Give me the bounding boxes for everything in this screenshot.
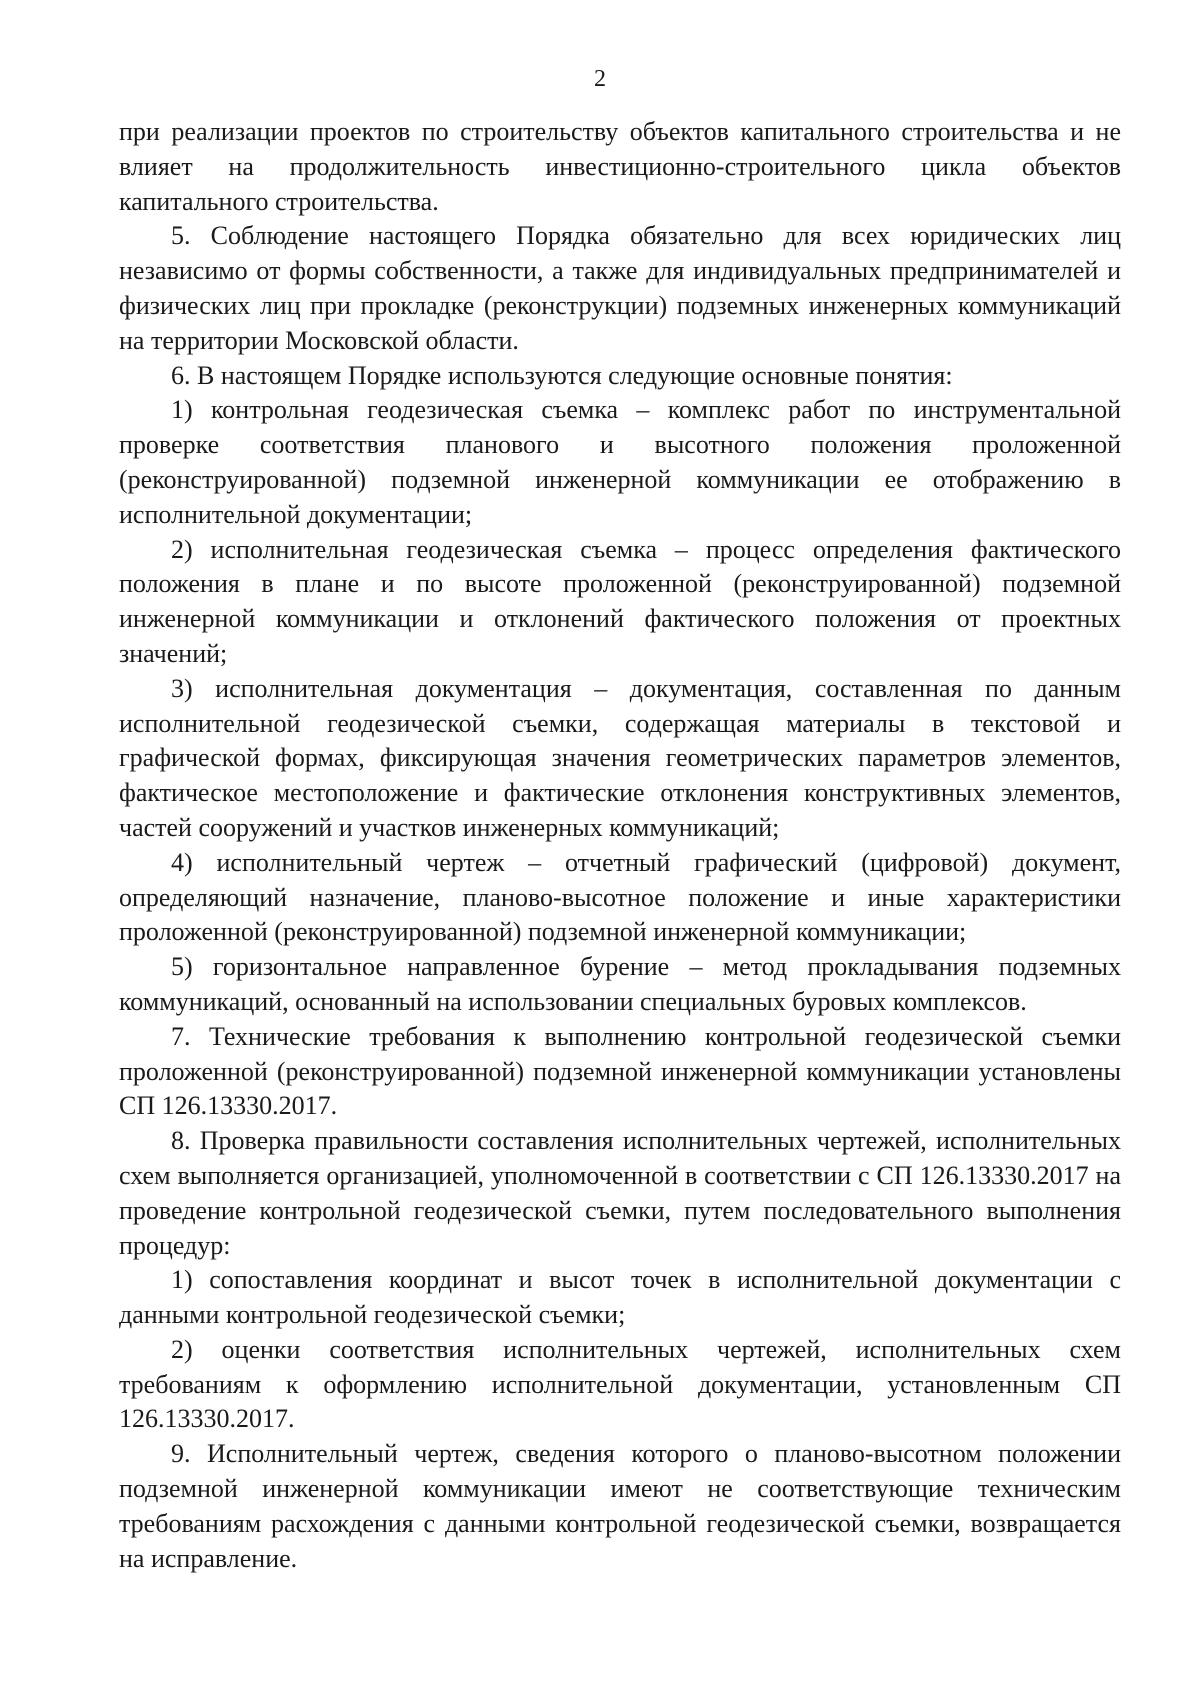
paragraph-item-7: 7. Технические требования к выполнению контрольной геодезической съемки проложенной (реконструированной) подземной инженерной коммуникации установлены СП 126.13330.2017.: [119, 1021, 1121, 1121]
definition-3-as-built-documentation: 3) исполнительная документация – документация, составленная по данным исполнительной геодезической съемки, содержащая материалы в текстовой и графической формах, фиксирующая значения геометрических параметров элементов, фактическое местоположение и фактические отклонения конструктивных элементов, частей сооружений и участков инженерных коммуникаций;: [119, 673, 1121, 842]
document-body: [119, 115, 1121, 1576]
definition-2-as-built-survey: 2) исполнительная геодезическая съемка – процесс определения фактического положения в плане и по высоте проложенной (реконструированной) подземной инженерной коммуникации и отклонений фактического положения от проектных значений;: [119, 534, 1121, 668]
procedure-2-conformity-assessment: 2) оценки соответствия исполнительных чертежей, исполнительных схем требованиям к оформлению исполнительной документации, установленным СП 126.13330.2017.: [119, 1334, 1121, 1434]
paragraph-item-9: 9. Исполнительный чертеж, сведения которого о планово-высотном положении подземной инженерной коммуникации имеют не соответствующие техническим требованиям расхождения с данными контрольной геодезической съемки, возвращается на исправление.: [119, 1439, 1121, 1573]
paragraph-item-8: 8. Проверка правильности составления исполнительных чертежей, исполнительных схем выполняется организацией, уполномоченной в соответствии с СП 126.13330.2017 на проведение контрольной геодезической съемки, путем последовательного выполнения процедур:: [119, 1126, 1121, 1260]
definition-1-control-survey: 1) контрольная геодезическая съемка – комплекс работ по инструментальной проверке соответствия планового и высотного положения проложенной (реконструированной) подземной инженерной коммуникации ее отображению в исполнительной документации;: [119, 395, 1121, 529]
definition-4-as-built-drawing: 4) исполнительный чертеж – отчетный графический (цифровой) документ, определяющий назначение, планово-высотное положение и иные характеристики проложенной (реконструированной) подземной инженерной коммуникации;: [119, 847, 1121, 947]
page-number: 2: [594, 66, 606, 92]
paragraph-continuation: при реализации проектов по строительству объектов капитального строительства и не влияет на продолжительность инвестиционно-строительного цикла объектов капитального строительства.: [119, 117, 1121, 216]
paragraph-item-6: 6. В настоящем Порядке используются следующие основные понятия:: [171, 360, 953, 390]
procedure-1-comparison: 1) сопоставления координат и высот точек в исполнительной документации с данными контрольной геодезической съемки;: [119, 1265, 1121, 1330]
definition-5-directional-drilling: 5) горизонтальное направленное бурение – метод прокладывания подземных коммуникаций, основанный на использовании специальных буровых комплексов.: [119, 952, 1121, 1016]
paragraph-item-5: 5. Соблюдение настоящего Порядка обязательно для всех юридических лиц независимо от формы собственности, а также для индивидуальных предпринимателей и физических лиц при прокладке (реконструкции) подземных инженерных коммуникаций на территории Московской области.: [119, 221, 1121, 355]
